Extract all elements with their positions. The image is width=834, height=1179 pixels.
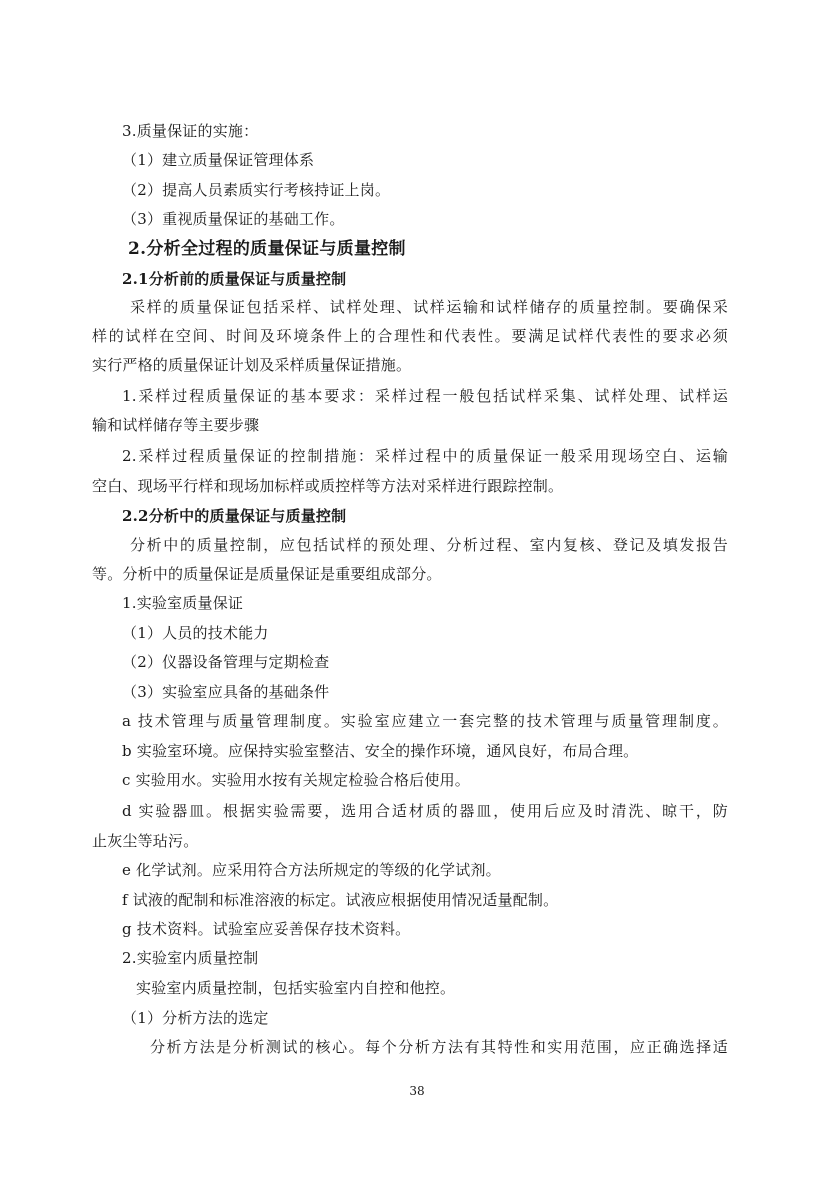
paragraph-line: 分析方法是分析测试的核心。每个分析方法有其特性和实用范围，应正确选择适 (150, 1038, 728, 1056)
subsection-heading-2-1: 2.1分析前的质量保证与质量控制 (122, 270, 347, 288)
list-item: （1）分析方法的选定 (122, 1009, 269, 1027)
list-item: c 实验用水。实验用水按有关规定检验合格后使用。 (122, 771, 470, 789)
subsection-heading-2-2: 2.2分析中的质量保证与质量控制 (122, 507, 347, 525)
list-item: a 技术管理与质量管理制度。实验室应建立一套完整的技术管理与质量管理制度。 (122, 712, 728, 730)
section-heading-2: 2.分析全过程的质量保证与质量控制 (128, 239, 406, 259)
list-item: b 实验室环境。应保持实验室整洁、安全的操作环境，通风良好，布局合理。 (122, 742, 639, 760)
page-number: 38 (409, 1084, 425, 1098)
paragraph-line: 1.采样过程质量保证的基本要求：采样过程一般包括试样采集、试样处理、试样运 (122, 387, 728, 405)
paragraph-line: 分析中的质量控制，应包括试样的预处理、分析过程、室内复核、登记及填发报告 (130, 536, 728, 554)
list-item: （1）人员的技术能力 (122, 624, 269, 642)
list-item: （2）提高人员素质实行考核持证上岗。 (122, 181, 391, 199)
list-item: f 试液的配制和标准溶液的标定。试液应根据使用情况适量配制。 (122, 891, 559, 909)
list-item: （3）实验室应具备的基础条件 (122, 683, 330, 701)
paragraph-line: 采样的质量保证包括采样、试样处理、试样运输和试样储存的质量控制。要确保采 (130, 298, 728, 316)
paragraph-line: 止灰尘等玷污。 (92, 832, 199, 850)
paragraph-line: 样的试样在空间、时间及环境条件上的合理性和代表性。要满足试样代表性的要求必须 (92, 327, 728, 345)
list-item: g 技术资料。试验室应妥善保存技术资料。 (122, 920, 411, 938)
paragraph-line: 实行严格的质量保证计划及采样质量保证措施。 (92, 356, 412, 374)
paragraph-line: 实验室内质量控制，包括实验室内自控和他控。 (136, 979, 456, 997)
list-heading: 2.实验室内质量控制 (122, 949, 259, 967)
list-heading-quality-assurance-implementation: 3.质量保证的实施： (122, 122, 259, 140)
paragraph-line: 空白、现场平行样和现场加标样或质控样等方法对采样进行跟踪控制。 (92, 477, 564, 495)
paragraph-line: 输和试样储存等主要步骤 (92, 416, 260, 434)
paragraph-line: 等。分析中的质量保证是质量保证是重要组成部分。 (92, 565, 442, 583)
list-item: d 实验器皿。根据实验需要，选用合适材质的器皿，使用后应及时清洗、晾干，防 (122, 802, 728, 820)
paragraph-line: 2.采样过程质量保证的控制措施：采样过程中的质量保证一般采用现场空白、运输 (122, 447, 728, 465)
list-item: （1）建立质量保证管理体系 (122, 151, 315, 169)
list-item: （3）重视质量保证的基础工作。 (122, 210, 345, 228)
list-item: e 化学试剂。应采用符合方法所规定的等级的化学试剂。 (122, 861, 501, 879)
list-item: （2）仪器设备管理与定期检查 (122, 653, 330, 671)
list-heading: 1.实验室质量保证 (122, 594, 244, 612)
